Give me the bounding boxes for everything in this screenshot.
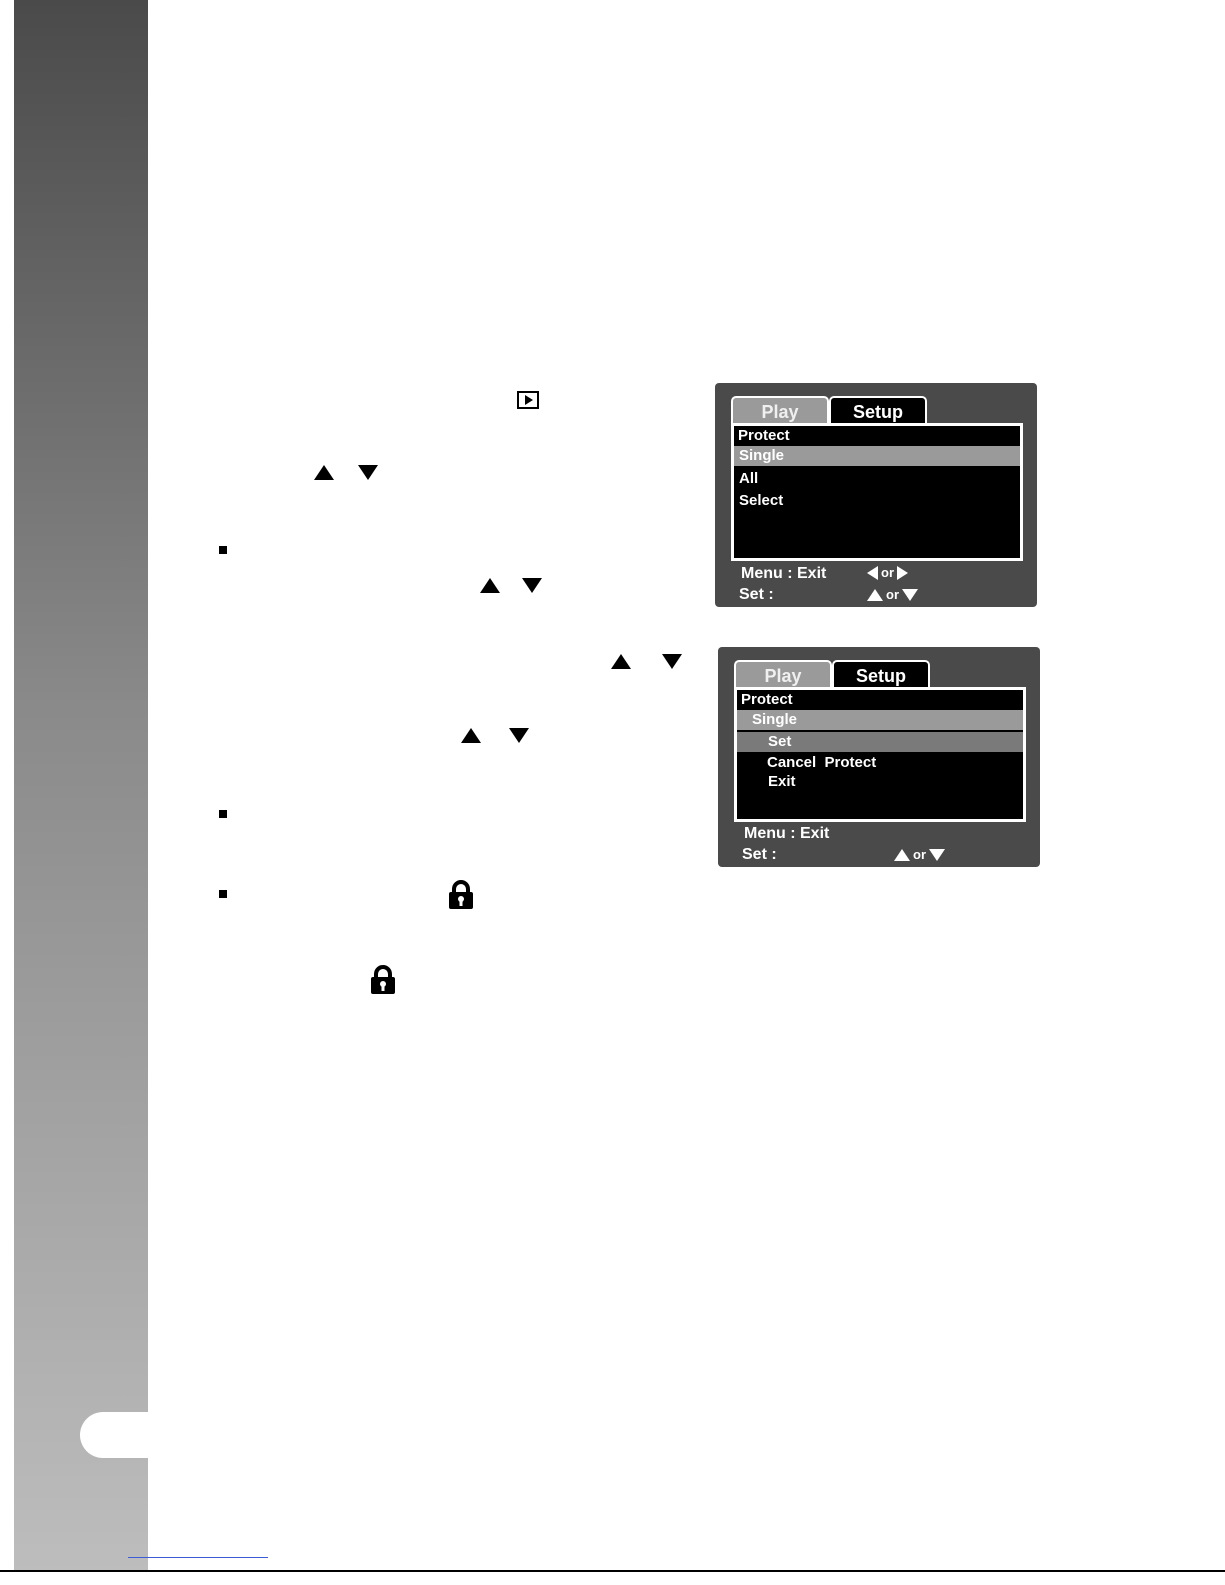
side-bar	[14, 0, 148, 1572]
footer-set: Set :	[742, 846, 777, 863]
footer-menu-exit: Menu : Exit	[741, 565, 827, 582]
or-label: or	[886, 587, 899, 603]
up-arrow-icon	[314, 465, 334, 480]
footer-left-right-hint	[867, 564, 908, 582]
footer-set: Set :	[739, 586, 774, 603]
down-arrow-icon	[358, 465, 378, 480]
down-arrow-icon	[522, 578, 542, 593]
up-arrow-icon	[894, 849, 910, 861]
down-arrow-icon	[929, 849, 945, 861]
menu-title: Protect	[741, 691, 793, 708]
protect-menu-screen-1	[715, 383, 1037, 607]
lock-icon	[447, 880, 475, 910]
up-arrow-icon	[867, 589, 883, 601]
right-arrow-icon	[897, 566, 908, 580]
playback-icon	[517, 391, 539, 409]
lock-icon	[369, 965, 397, 995]
bullet-icon	[219, 890, 227, 898]
footer-up-down-hint	[894, 846, 945, 864]
submenu-item-set[interactable]: Set	[737, 732, 1023, 752]
down-arrow-icon	[902, 589, 918, 601]
tab-play[interactable]: Play	[731, 396, 829, 424]
menu-item-single[interactable]: Single	[737, 710, 1023, 730]
tab-setup[interactable]: Setup	[832, 660, 930, 688]
up-arrow-icon	[480, 578, 500, 593]
up-arrow-icon	[461, 728, 481, 743]
submenu-item-cancel-protect[interactable]: Cancel Protect	[767, 754, 877, 771]
down-arrow-icon	[662, 654, 682, 669]
tab-play[interactable]: Play	[734, 660, 832, 688]
bullet-icon	[219, 546, 227, 554]
protect-menu-screen-2	[718, 647, 1040, 867]
tab-setup[interactable]: Setup	[829, 396, 927, 424]
or-label: or	[881, 565, 894, 581]
menu-item-single[interactable]: Single	[734, 446, 1020, 466]
page-number-tab	[80, 1412, 148, 1458]
footer-menu-exit: Menu : Exit	[744, 825, 830, 842]
down-arrow-icon	[509, 728, 529, 743]
menu-box	[734, 687, 1026, 822]
submenu-item-exit[interactable]: Exit	[768, 773, 796, 790]
bullet-icon	[219, 810, 227, 818]
or-label: or	[913, 847, 926, 863]
footer-link	[128, 1557, 268, 1558]
up-arrow-icon	[611, 654, 631, 669]
menu-title: Protect	[738, 427, 790, 444]
left-arrow-icon	[867, 566, 878, 580]
menu-item-select[interactable]: Select	[739, 492, 784, 509]
bottom-rule	[0, 1570, 1225, 1572]
menu-item-all[interactable]: All	[739, 470, 759, 487]
menu-box	[731, 423, 1023, 561]
footer-up-down-hint	[867, 586, 918, 604]
